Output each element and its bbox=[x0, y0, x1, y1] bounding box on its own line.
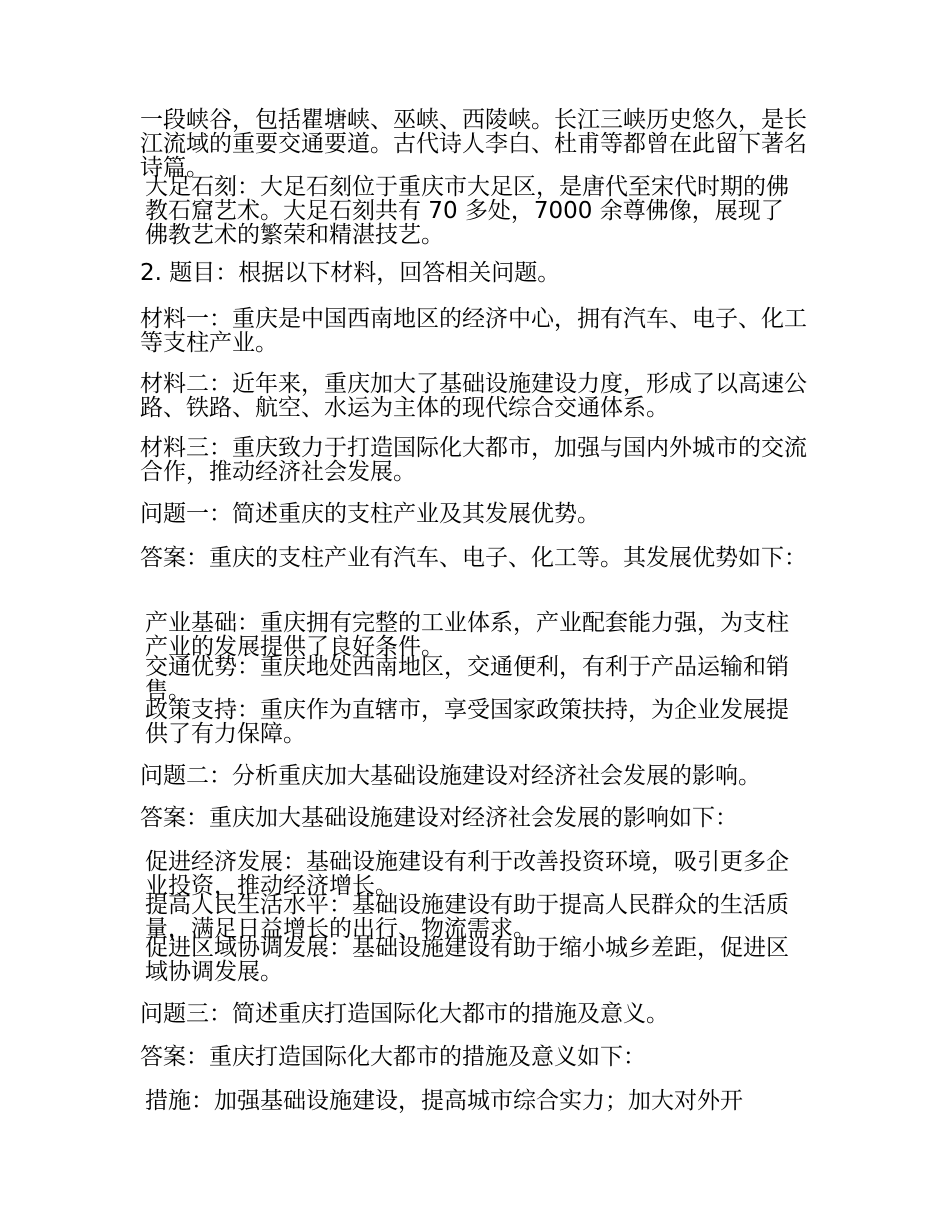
answer-two-living-standard: 提高人民生活水平：基础设施建设有助于提高人民群众的生活质量，满足日益增长的出行、物流需求。 bbox=[145, 892, 789, 942]
paragraph-three-gorges: 一段峡谷，包括瞿塘峡、巫峡、西陵峡。长江三峡历史悠久，是长江流域的重要交通要道。古代诗人李白、杜甫等都曾在此留下著名诗篇。 bbox=[140, 107, 807, 181]
answer-one-transport: 交通优势：重庆地处西南地区，交通便利，有利于产品运输和销售。 bbox=[145, 654, 789, 704]
answer-one: 答案：重庆的支柱产业有汽车、电子、化工等。其发展优势如下： bbox=[140, 545, 807, 571]
answer-two: 答案：重庆加大基础设施建设对经济社会发展的影响如下： bbox=[140, 805, 738, 831]
answer-two-economy: 促进经济发展：基础设施建设有利于改善投资环境，吸引更多企业投资，推动经济增长。 bbox=[145, 849, 789, 899]
paragraph-dazu-rock-carvings: 大足石刻：大足石刻位于重庆市大足区，是唐代至宋代时期的佛教石窟艺术。大足石刻共有 70 多处，7000 余尊佛像，展现了佛教艺术的繁荣和精湛技艺。 bbox=[145, 174, 789, 248]
material-one: 材料一：重庆是中国西南地区的经济中心，拥有汽车、电子、化工等支柱产业。 bbox=[140, 306, 807, 356]
answer-one-industry-base: 产业基础：重庆拥有完整的工业体系，产业配套能力强，为支柱产业的发展提供了良好条件。 bbox=[145, 610, 789, 660]
question-two: 问题二：分析重庆加大基础设施建设对经济社会发展的影响。 bbox=[140, 763, 761, 789]
material-two: 材料二：近年来，重庆加大了基础设施建设力度，形成了以高速公路、铁路、航空、水运为主体的现代综合交通体系。 bbox=[140, 371, 807, 421]
question-one: 问题一：简述重庆的支柱产业及其发展优势。 bbox=[140, 501, 600, 527]
question-heading: 2. 题目：根据以下材料，回答相关问题。 bbox=[140, 260, 561, 286]
answer-two-regional: 促进区域协调发展：基础设施建设有助于缩小城乡差距，促进区域协调发展。 bbox=[145, 935, 789, 985]
answer-three-measures: 措施：加强基础设施建设，提高城市综合实力；加大对外开 bbox=[145, 1088, 743, 1114]
answer-three: 答案：重庆打造国际化大都市的措施及意义如下： bbox=[140, 1044, 646, 1070]
answer-one-policy: 政策支持：重庆作为直辖市，享受国家政策扶持，为企业发展提供了有力保障。 bbox=[145, 697, 789, 747]
question-three: 问题三：简述重庆打造国际化大都市的措施及意义。 bbox=[140, 1001, 669, 1027]
material-three: 材料三：重庆致力于打造国际化大都市，加强与国内外城市的交流合作，推动经济社会发展。 bbox=[140, 435, 807, 485]
